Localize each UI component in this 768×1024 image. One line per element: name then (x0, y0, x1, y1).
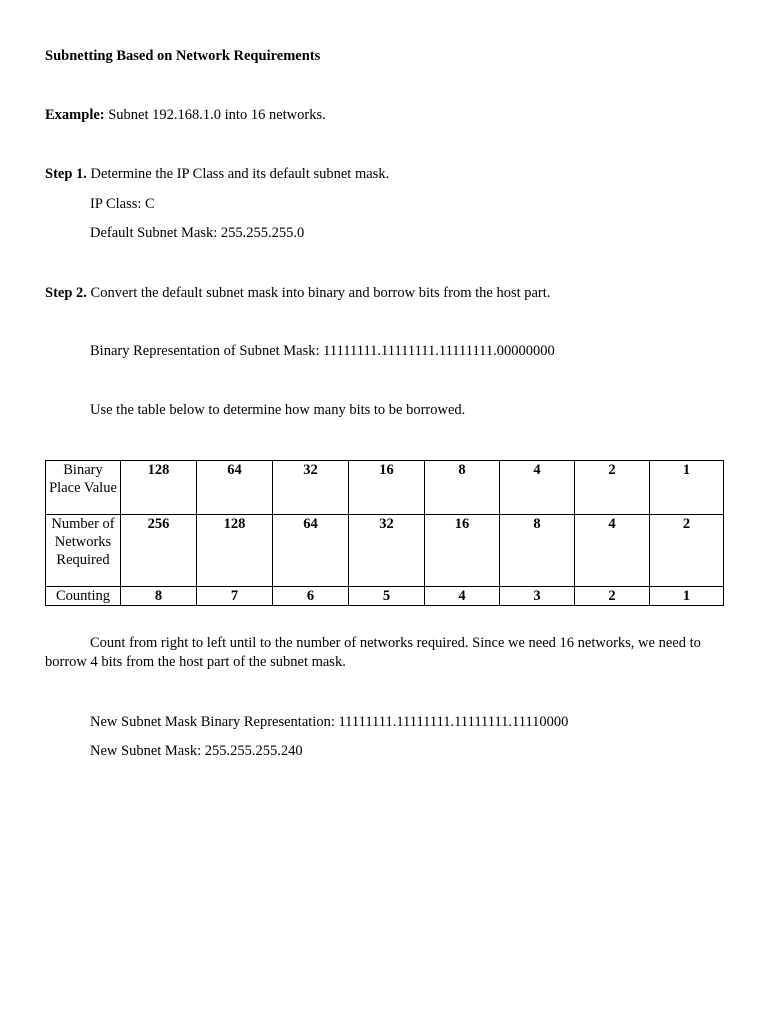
binary-representation-line: Binary Representation of Subnet Mask: 11111111.11111111.11111111.00000000 (90, 343, 555, 359)
ip-class-line: IP Class: C (90, 196, 155, 212)
table-cell: 64 (197, 461, 273, 515)
new-binary-line: New Subnet Mask Binary Representation: 11111111.11111111.11111111.11110000 (90, 714, 569, 730)
table-cell: 7 (197, 587, 273, 606)
table-cell: 256 (121, 515, 197, 587)
step2-text: Convert the default subnet mask into binary and borrow bits from the host part. (86, 285, 551, 301)
table-cell: 2 (650, 515, 724, 587)
table-row (46, 515, 724, 587)
table-cell: 4 (425, 587, 500, 606)
table-cell: 2 (575, 587, 650, 606)
table-cell: 1 (650, 587, 724, 606)
page-title: Subnetting Based on Network Requirements (45, 48, 321, 64)
table-cell: 32 (273, 461, 349, 515)
table-cell: 1 (650, 461, 724, 515)
step1-label: Step 1. (45, 166, 87, 182)
explanation-paragraph: Count from right to left until to the number of networks required. Since we need 16 networks, we need to borrow 4 bits from the host part of the subnet mask. (45, 635, 701, 670)
table-cell: 8 (121, 587, 197, 606)
table-cell: 6 (273, 587, 349, 606)
step1-line (45, 165, 389, 183)
row-header: Number of Networks Required (46, 515, 121, 587)
step2-line (45, 284, 550, 302)
table-cell: 64 (273, 515, 349, 587)
example-line (45, 106, 326, 124)
table-cell: 3 (500, 587, 575, 606)
table-cell: 4 (500, 461, 575, 515)
example-text: Subnet 192.168.1.0 into 16 networks. (104, 107, 326, 123)
table-cell: 32 (349, 515, 425, 587)
table-cell: 8 (500, 515, 575, 587)
table-cell: 128 (197, 515, 273, 587)
table-cell: 5 (349, 587, 425, 606)
default-mask-line: Default Subnet Mask: 255.255.255.0 (90, 225, 305, 241)
table-cell: 16 (425, 515, 500, 587)
new-mask-line: New Subnet Mask: 255.255.255.240 (90, 743, 303, 759)
table-row (46, 461, 724, 515)
row-header: Counting (46, 587, 121, 606)
table-cell: 8 (425, 461, 500, 515)
example-label: Example: (45, 107, 105, 123)
table-cell: 16 (349, 461, 425, 515)
table-row (46, 587, 724, 606)
table-cell: 128 (121, 461, 197, 515)
row-header: Binary Place Value (46, 461, 121, 515)
table-cell: 4 (575, 515, 650, 587)
table-cell: 2 (575, 461, 650, 515)
step2-label: Step 2. (45, 285, 87, 301)
step1-text: Determine the IP Class and its default subnet mask. (86, 166, 390, 182)
bit-table (45, 460, 724, 606)
use-table-line: Use the table below to determine how many bits to be borrowed. (90, 402, 466, 418)
